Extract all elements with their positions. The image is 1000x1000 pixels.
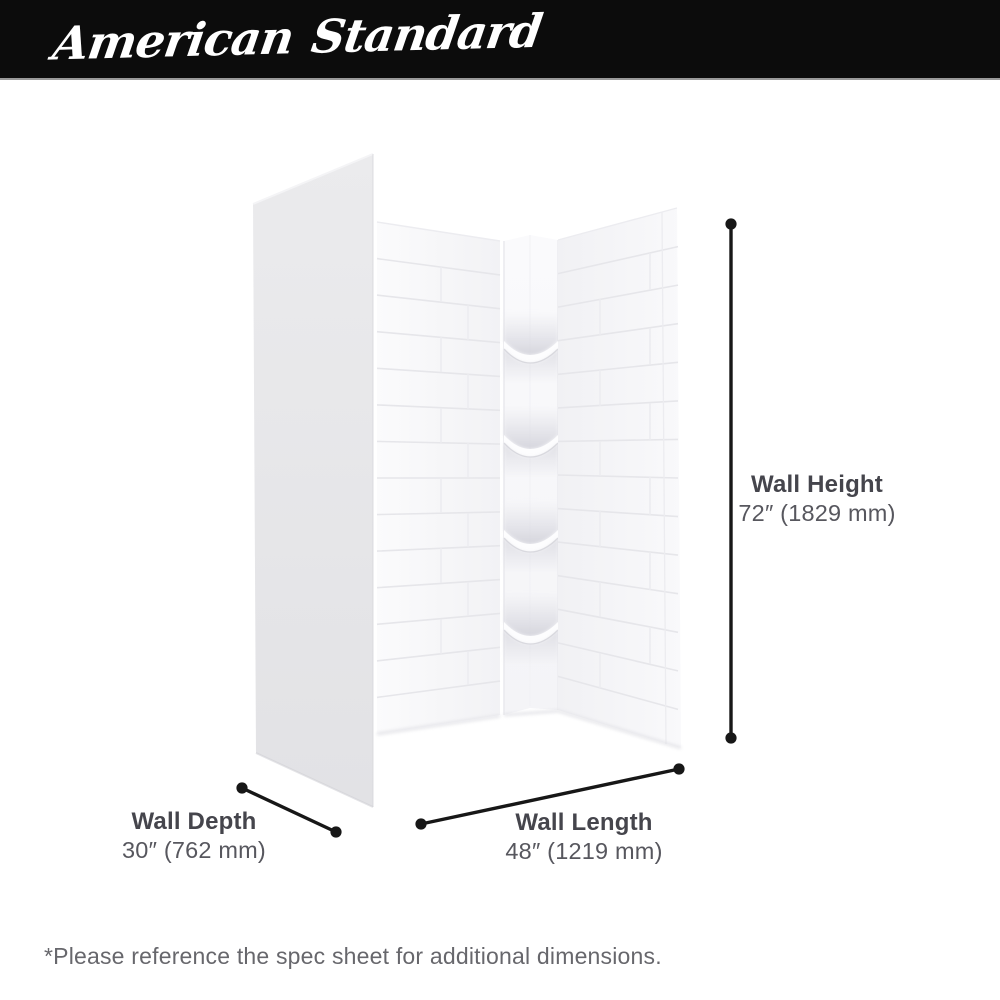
wall-length-label: Wall Length xyxy=(515,809,653,836)
wall-height-dimension-line xyxy=(725,218,736,743)
wall-depth-label: Wall Depth xyxy=(131,808,257,835)
footnote: *Please reference the spec sheet for additional dimensions. xyxy=(44,943,662,969)
side-panel xyxy=(253,154,373,807)
wall-height-label: Wall Height xyxy=(751,471,883,498)
wall-depth-value: 30″ (762 mm) xyxy=(122,836,266,863)
corner-shelf-4 xyxy=(504,592,558,665)
brand-logo: American Standard xyxy=(49,3,546,71)
corner-shelf-2 xyxy=(504,405,558,478)
wall-height-value: 72″ (1829 mm) xyxy=(738,499,896,526)
corner-unit xyxy=(504,235,558,715)
corner-shelf-3 xyxy=(504,500,558,573)
back-left-wall xyxy=(377,222,500,734)
wall-length-value: 48″ (1219 mm) xyxy=(505,837,663,864)
wall-height-label-group xyxy=(738,472,895,526)
wall-depth-label-group xyxy=(122,809,266,863)
corner-shelf-1 xyxy=(504,311,558,384)
back-right-wall xyxy=(558,208,681,748)
wall-length-label-group xyxy=(505,810,662,864)
